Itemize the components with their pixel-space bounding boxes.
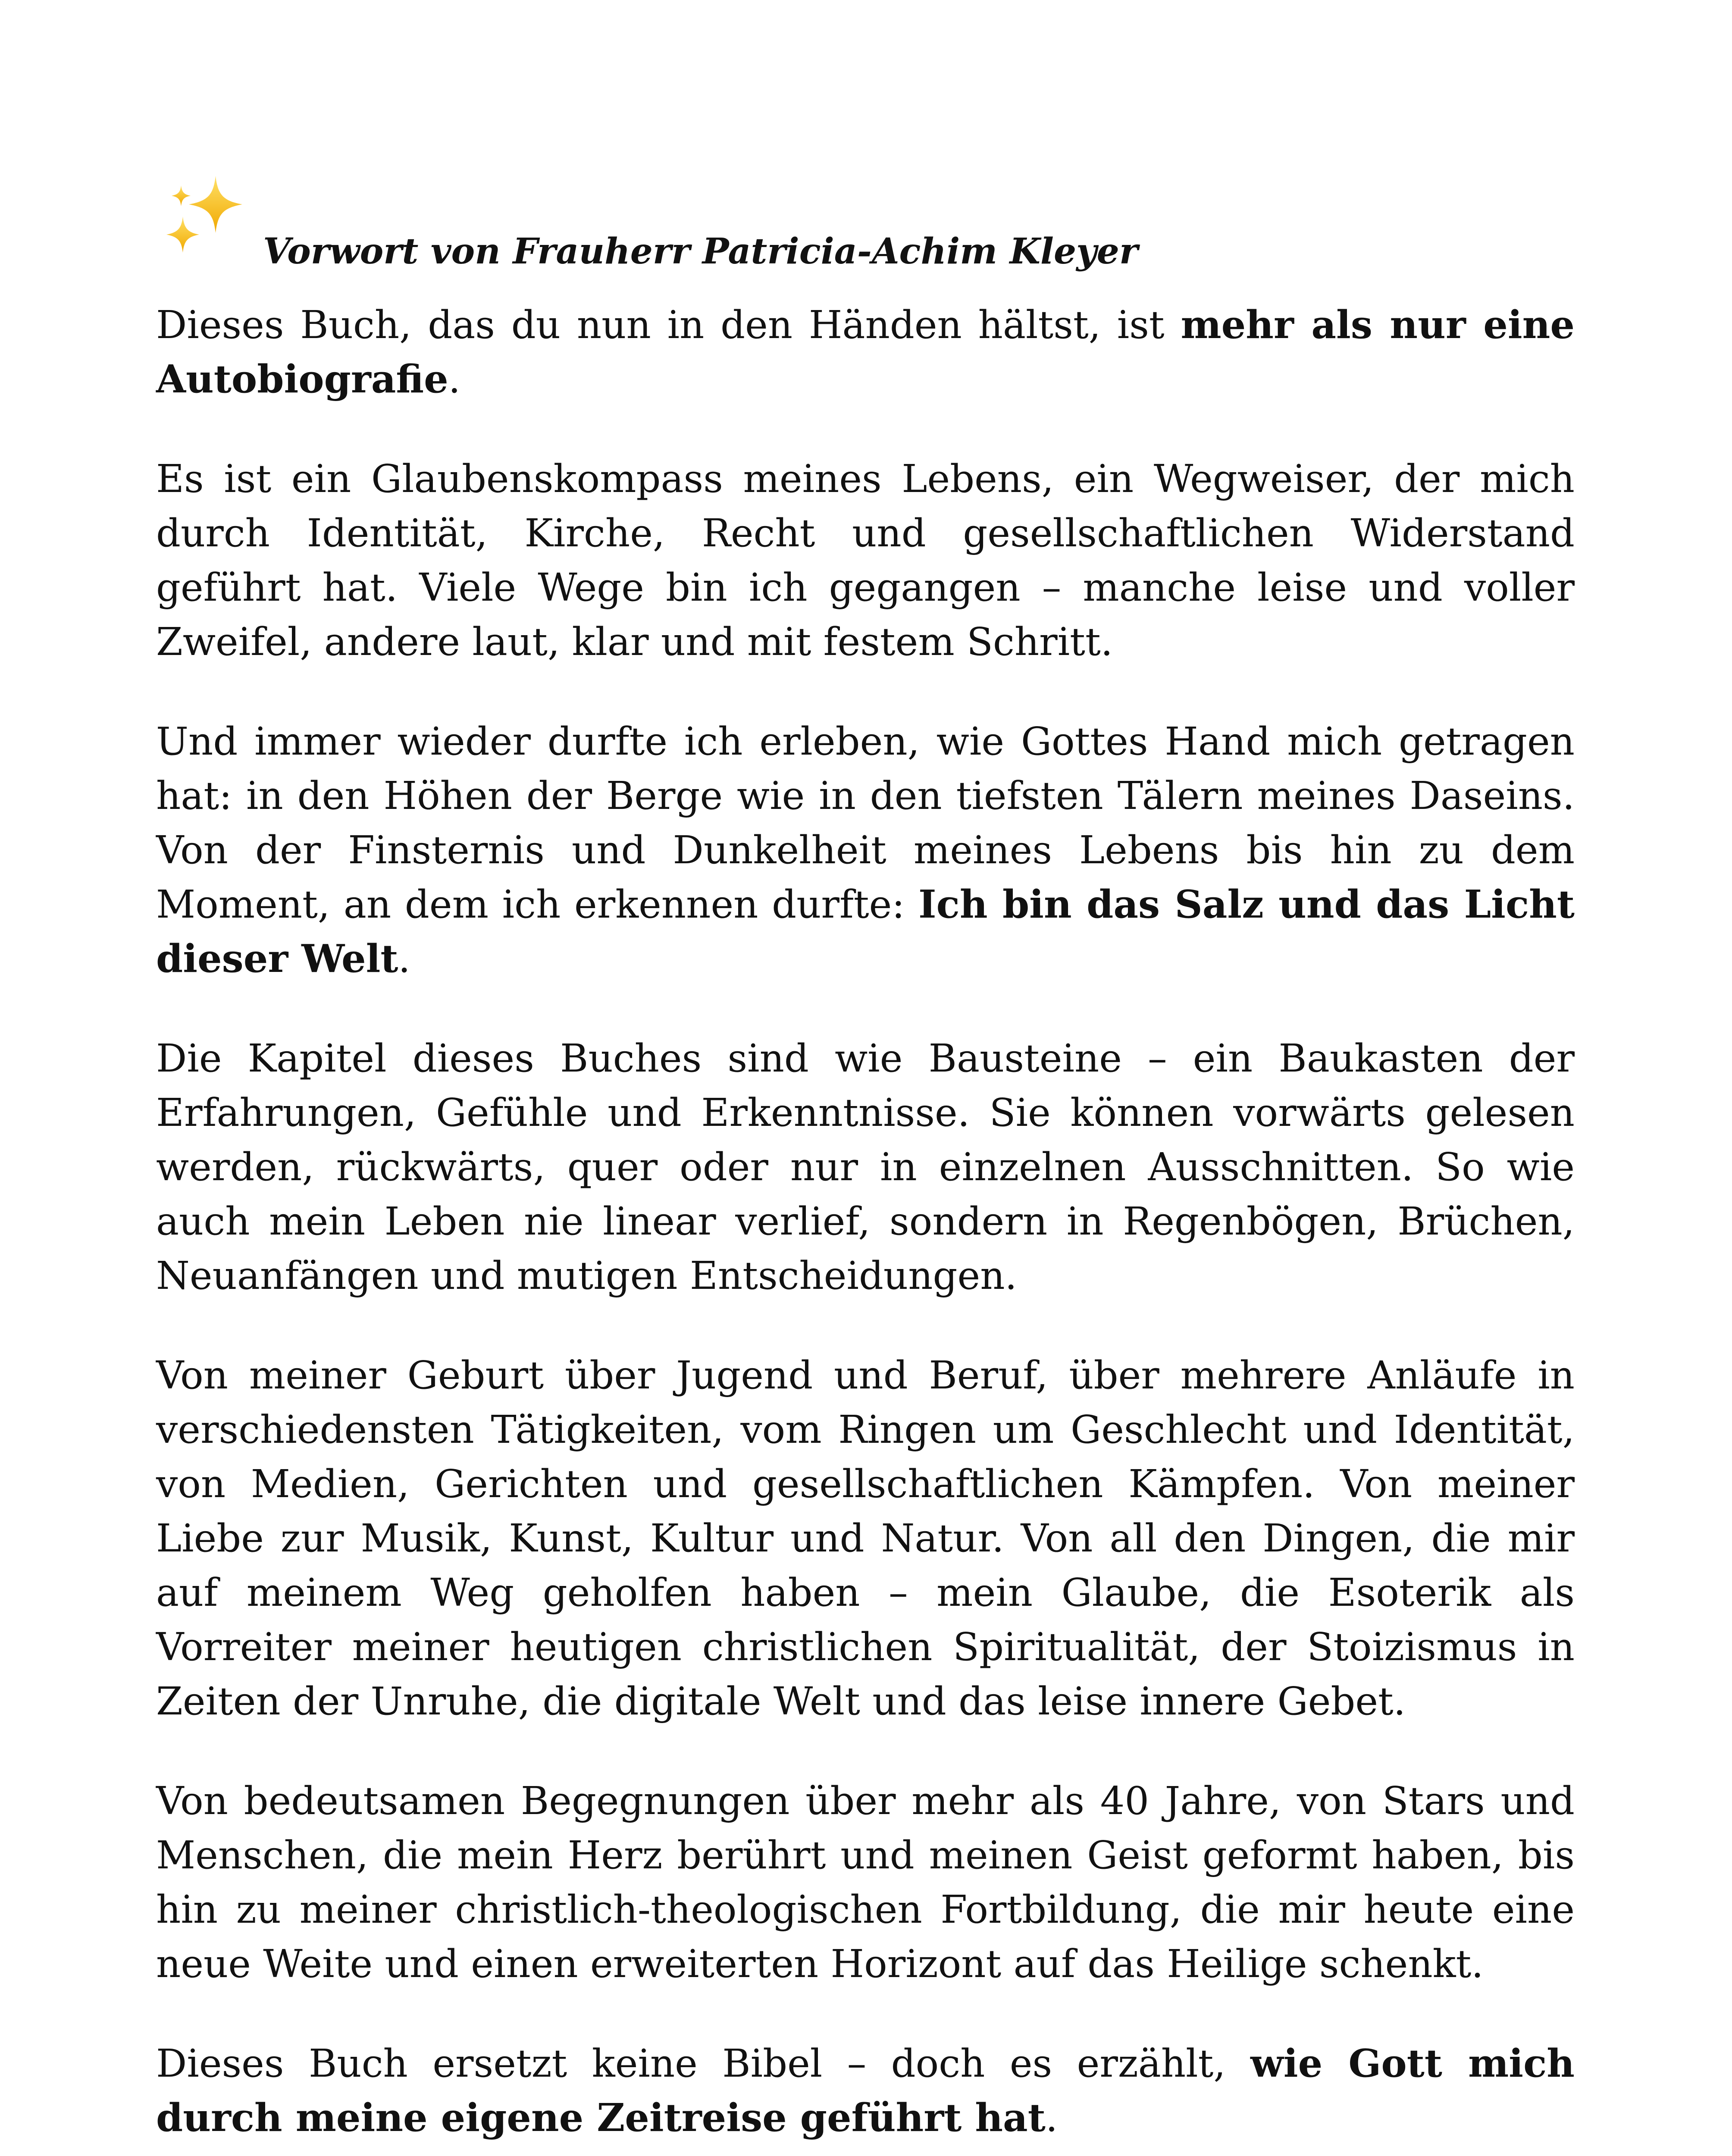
bold-text: mehr als nur eine Autobiografie [156, 302, 1575, 401]
document-page [156, 168, 1575, 2156]
bold-text: Ich bin das Salz und das Licht dieser Welt [156, 881, 1575, 981]
text-segment: Es ist ein Glaubenskompass meines Lebens, ein Wegweiser, der mich durch Identität, Kirche, Recht und gesellschaftlichen Widerstand geführt hat. Viele Wege bin ich gegangen – manche leise und voller Zweifel, andere laut, klar und mit festem Schritt. [156, 456, 1575, 664]
text-segment: . [1045, 2095, 1058, 2140]
preface-body [156, 298, 1575, 2156]
text-segment: Und immer wieder durfte ich erleben, wie Gottes Hand mich getragen hat: in den Höhen der Berge wie in den tiefsten Tälern meines Daseins. Von der Finsternis und Dunkelheit meines Lebens bis hin zu dem Moment, an dem ich erkennen durfte: [156, 719, 1575, 927]
preface-title: Vorwort von Frauherr Patricia-Achim Kleyer [263, 231, 1138, 272]
text-segment: . [448, 357, 461, 401]
paragraph [156, 1774, 1575, 1991]
paragraph [156, 714, 1575, 986]
sparkles-icon [156, 168, 251, 263]
paragraph [156, 298, 1575, 406]
text-segment: Dieses Buch, das du nun in den Händen hältst, ist [156, 302, 1181, 347]
paragraph [156, 2036, 1575, 2145]
text-segment: Dieses Buch ersetzt keine Bibel – doch es erzählt, [156, 2041, 1251, 2086]
text-segment: Die Kapitel dieses Buches sind wie Bausteine – ein Baukasten der Erfahrungen, Gefühle und Erkenntnisse. Sie können vorwärts gelesen werden, rückwärts, quer oder nur in einzelnen Ausschnitten. So wie auch mein Leben nie linear verlief, sondern in Regenbögen, Brüchen, Neuanfängen und mutigen Entscheidungen. [156, 1036, 1575, 1298]
paragraph [156, 451, 1575, 669]
text-segment: . [398, 936, 410, 981]
text-segment: Von meiner Geburt über Jugend und Beruf, über mehrere Anläufe in verschiedensten Tätigkeiten, vom Ringen um Geschlecht und Identität, von Medien, Gerichten und gesellschaftlichen Kämpfen. Von meiner Liebe zur Musik, Kunst, Kultur und Natur. Von all den Dingen, die mir auf meinem Weg geholfen haben – mein Glaube, die Esoterik als Vorreiter meiner heutigen christlichen Spiritualität, der Stoizismus in Zeiten der Unruhe, die digitale Welt und das leise innere Gebet. [156, 1353, 1575, 1724]
paragraph [156, 1348, 1575, 1728]
preface-heading [156, 168, 1575, 298]
bold-text: wie Gott mich durch meine eigene Zeitreise geführt hat [156, 2040, 1575, 2140]
paragraph [156, 1031, 1575, 1303]
text-segment: Von bedeutsamen Begegnungen über mehr als 40 Jahre, von Stars und Menschen, die mein Herz berührt und meinen Geist geformt haben, bis hin zu meiner christlich-theologischen Fortbildung, die mir heute eine neue Weite und einen erweiterten Horizont auf das Heilige schenkt. [156, 1778, 1575, 1986]
